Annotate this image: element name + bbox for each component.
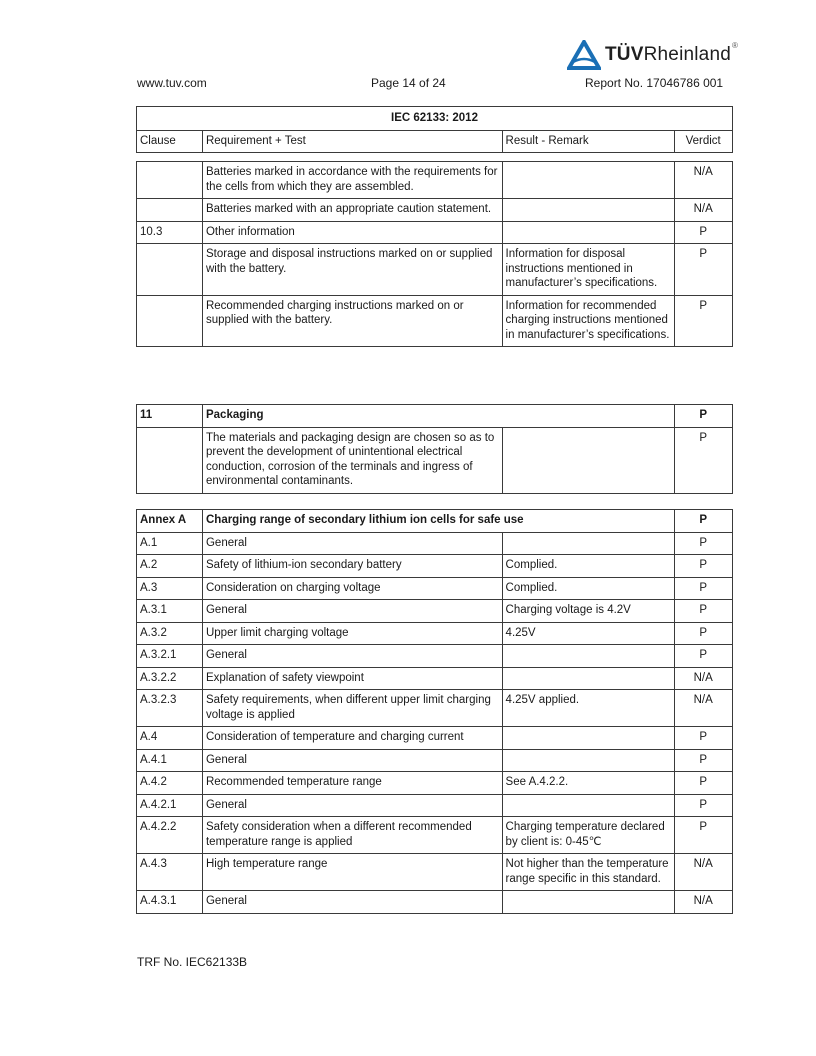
table-row (137, 244, 733, 296)
result-cell (502, 221, 675, 244)
requirement-cell: Recommended temperature range (202, 772, 502, 795)
verdict-cell: P (675, 427, 733, 493)
clause-cell: A.4.2 (137, 772, 203, 795)
requirement-cell: Safety requirements, when different upper limit charging voltage is applied (202, 690, 502, 727)
requirement-cell: Recommended charging instructions marked on or supplied with the battery. (202, 295, 502, 347)
result-cell: 4.25V applied. (502, 690, 675, 727)
table-row (137, 667, 733, 690)
standard-title: IEC 62133: 2012 (137, 107, 733, 131)
verdict-cell: P (675, 645, 733, 668)
result-cell (502, 427, 675, 493)
section-clause: 11 (137, 405, 203, 428)
section-heading-row (137, 405, 733, 428)
standard-title-row (137, 107, 733, 131)
result-cell: Information for recommended charging instructions mentioned in manufacturer’s specifications. (502, 295, 675, 347)
table-row (137, 295, 733, 347)
clause-cell (137, 199, 203, 222)
verdict-cell: P (675, 772, 733, 795)
result-cell (502, 199, 675, 222)
table-row (137, 555, 733, 578)
requirement-cell: Upper limit charging voltage (202, 622, 502, 645)
annex-a-table (136, 509, 733, 914)
result-cell: Complied. (502, 577, 675, 600)
result-cell: Charging temperature declared by client is: 0-45℃ (502, 817, 675, 854)
result-cell (502, 727, 675, 750)
table-row (137, 532, 733, 555)
verdict-cell: P (675, 532, 733, 555)
clause-cell: A.3 (137, 577, 203, 600)
table-row (137, 577, 733, 600)
clause-cell: A.3.2.3 (137, 690, 203, 727)
section-heading-row (137, 510, 733, 533)
requirement-cell: Batteries marked with an appropriate caution statement. (202, 199, 502, 222)
verdict-cell: P (675, 817, 733, 854)
tuv-rheinland-logo (567, 40, 738, 70)
col-header-requirement: Requirement + Test (202, 130, 502, 153)
clause-cell: A.2 (137, 555, 203, 578)
verdict-cell: N/A (675, 667, 733, 690)
result-cell (502, 667, 675, 690)
requirement-cell: Storage and disposal instructions marked on or supplied with the battery. (202, 244, 502, 296)
table-row (137, 622, 733, 645)
result-cell: Complied. (502, 555, 675, 578)
section-clause: Annex A (137, 510, 203, 533)
clause-cell: A.4.1 (137, 749, 203, 772)
result-cell: Information for disposal instructions mentioned in manufacturer’s specifications. (502, 244, 675, 296)
requirement-cell: Explanation of safety viewpoint (202, 667, 502, 690)
clause-cell: A.3.2.2 (137, 667, 203, 690)
clause-cell: A.4 (137, 727, 203, 750)
requirement-cell: General (202, 532, 502, 555)
verdict-cell: P (675, 244, 733, 296)
result-cell: 4.25V (502, 622, 675, 645)
result-cell: Charging voltage is 4.2V (502, 600, 675, 623)
result-cell (502, 645, 675, 668)
result-cell: See A.4.2.2. (502, 772, 675, 795)
table-row (137, 891, 733, 914)
section-11-table (136, 404, 733, 494)
verdict-cell: P (675, 749, 733, 772)
verdict-cell: P (675, 295, 733, 347)
requirement-cell: Other information (202, 221, 502, 244)
clause-cell (137, 427, 203, 493)
verdict-cell: P (675, 600, 733, 623)
requirement-cell: General (202, 749, 502, 772)
clause-cell (137, 162, 203, 199)
clause-table-10 (136, 106, 733, 153)
clause-cell: A.3.2 (137, 622, 203, 645)
table-row (137, 817, 733, 854)
section-title: Packaging (202, 405, 674, 428)
col-header-result: Result - Remark (502, 130, 675, 153)
verdict-cell: P (675, 555, 733, 578)
section-verdict: P (675, 510, 733, 533)
requirement-cell: Consideration on charging voltage (202, 577, 502, 600)
table-row (137, 772, 733, 795)
clause-cell: A.1 (137, 532, 203, 555)
table-row (137, 427, 733, 493)
table-row (137, 221, 733, 244)
column-header-row (137, 130, 733, 153)
verdict-cell: N/A (675, 891, 733, 914)
clause-cell: A.3.1 (137, 600, 203, 623)
table-row (137, 199, 733, 222)
verdict-cell: P (675, 622, 733, 645)
requirement-cell: Batteries marked in accordance with the requirements for the cells from which they are assembled. (202, 162, 502, 199)
website-link[interactable]: www.tuv.com (137, 76, 207, 90)
clause-cell: A.4.3 (137, 854, 203, 891)
result-cell (502, 794, 675, 817)
table-row (137, 645, 733, 668)
brand-name: TÜVRheinland® (605, 41, 739, 65)
clause-cell: A.4.2.1 (137, 794, 203, 817)
verdict-cell: P (675, 794, 733, 817)
verdict-cell: P (675, 221, 733, 244)
result-cell (502, 749, 675, 772)
result-cell (502, 532, 675, 555)
requirement-cell: General (202, 891, 502, 914)
col-header-verdict: Verdict (675, 130, 733, 153)
tuv-triangle-icon (567, 40, 601, 70)
verdict-cell: N/A (675, 854, 733, 891)
page-number: Page 14 of 24 (371, 76, 446, 90)
report-number: Report No. 17046786 001 (585, 76, 724, 90)
trf-number: TRF No. IEC62133B (137, 955, 248, 969)
clause-cell: A.4.2.2 (137, 817, 203, 854)
table-row (137, 749, 733, 772)
verdict-cell: N/A (675, 199, 733, 222)
requirement-cell: General (202, 645, 502, 668)
table-row (137, 854, 733, 891)
clause-cell: A.3.2.1 (137, 645, 203, 668)
clause-cell (137, 295, 203, 347)
requirement-cell: The materials and packaging design are chosen so as to prevent the development of unintentional electrical conduction, corrosion of the terminals and ingress of environmental contaminants. (202, 427, 502, 493)
table-row (137, 600, 733, 623)
table-row (137, 794, 733, 817)
result-cell: Not higher than the temperature range specific in this standard. (502, 854, 675, 891)
requirement-cell: Consideration of temperature and charging current (202, 727, 502, 750)
verdict-cell: P (675, 577, 733, 600)
verdict-cell: P (675, 727, 733, 750)
requirement-cell: General (202, 600, 502, 623)
result-cell (502, 891, 675, 914)
requirement-cell: Safety consideration when a different recommended temperature range is applied (202, 817, 502, 854)
table-row (137, 162, 733, 199)
verdict-cell: N/A (675, 690, 733, 727)
section-10-table (136, 161, 733, 347)
clause-cell (137, 244, 203, 296)
section-title: Charging range of secondary lithium ion cells for safe use (202, 510, 674, 533)
requirement-cell: Safety of lithium-ion secondary battery (202, 555, 502, 578)
clause-cell: 10.3 (137, 221, 203, 244)
table-row (137, 727, 733, 750)
verdict-cell: N/A (675, 162, 733, 199)
section-verdict: P (675, 405, 733, 428)
table-row (137, 690, 733, 727)
col-header-clause: Clause (137, 130, 203, 153)
requirement-cell: High temperature range (202, 854, 502, 891)
clause-cell: A.4.3.1 (137, 891, 203, 914)
result-cell (502, 162, 675, 199)
requirement-cell: General (202, 794, 502, 817)
